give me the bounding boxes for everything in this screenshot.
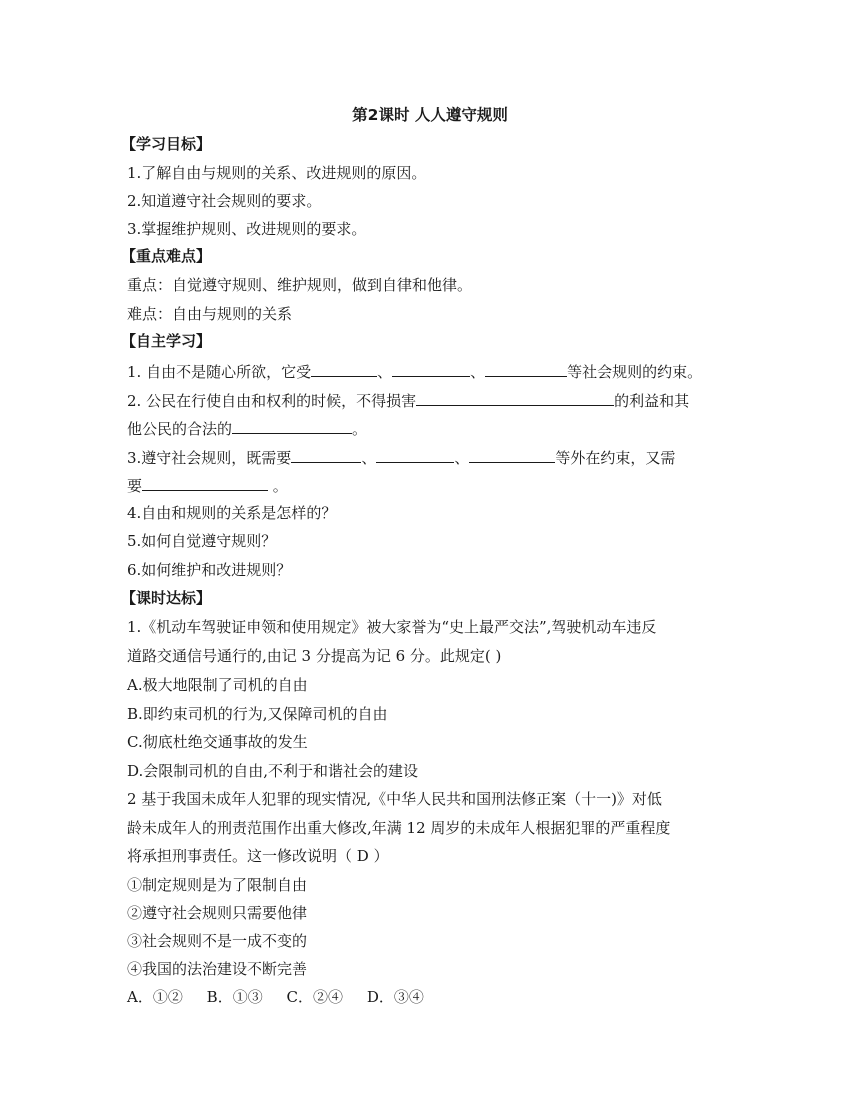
option-c: C.彻底杜绝交通事故的发生 xyxy=(127,733,308,751)
practice-question-2-cont: 龄未成年人的刑责范围作出重大修改,年满 12 周岁的未成年人根据犯罪的严重程度 xyxy=(127,819,671,837)
answer-blank[interactable] xyxy=(469,446,555,463)
section-heading-goals: 【学习目标】 xyxy=(121,135,212,153)
option-d: D.会限制司机的自由,不利于和谐社会的建设 xyxy=(127,762,419,780)
self-study-question-2 xyxy=(127,389,689,411)
answer-blank[interactable] xyxy=(142,474,268,491)
answer-blank[interactable] xyxy=(311,360,377,377)
question-text: 3.遵守社会规则，既需要 xyxy=(127,449,292,467)
answer-blank[interactable] xyxy=(485,360,567,377)
option-a: A.极大地限制了司机的自由 xyxy=(127,676,308,694)
practice-question-2-cont: 将承担刑事责任。这一修改说明（ D ） xyxy=(127,847,389,865)
statement: ④我国的法治建设不断完善 xyxy=(127,960,308,978)
key-point-item: 难点：自由与规则的关系 xyxy=(127,305,293,323)
question-text: 。 xyxy=(268,477,288,495)
answer-blank[interactable] xyxy=(416,389,614,406)
option-b: B.即约束司机的行为,又保障司机的自由 xyxy=(127,705,388,723)
goal-item: 1.了解自由与规则的关系、改进规则的原因。 xyxy=(127,164,427,182)
self-study-question-1 xyxy=(127,360,702,382)
self-study-question-3-cont xyxy=(127,474,288,496)
question-text: 他公民的合法的 xyxy=(127,420,233,438)
separator: 、 xyxy=(454,449,470,467)
question-text: 要 xyxy=(127,477,143,495)
question-text: 等社会规则的约束。 xyxy=(567,363,703,381)
separator: 、 xyxy=(470,363,486,381)
answer-blank[interactable] xyxy=(392,360,470,377)
practice-question-2: 2 基于我国未成年人犯罪的现实情况,《中华人民共和国刑法修正案（十一)》对低 xyxy=(127,790,662,808)
statement: ③社会规则不是一成不变的 xyxy=(127,932,308,950)
answer-choices: A．①② B．①③ C．②④ D．③④ xyxy=(127,988,424,1006)
question-text: 1. 自由不是随心所欲，它受 xyxy=(127,363,312,381)
self-study-question-4: 4.自由和规则的关系是怎样的？ xyxy=(127,504,337,522)
section-heading-practice: 【课时达标】 xyxy=(121,589,212,607)
self-study-question-5: 5.如何自觉遵守规则？ xyxy=(127,532,277,550)
key-point-item: 重点：自觉遵守规则、维护规则，做到自律和他律。 xyxy=(127,276,473,294)
question-text: 。 xyxy=(352,420,368,438)
statement: ①制定规则是为了限制自由 xyxy=(127,876,308,894)
practice-question-1: 1.《机动车驾驶证申领和使用规定》被大家誉为“史上最严交法”,驾驶机动车违反 xyxy=(127,618,657,636)
self-study-question-2-cont xyxy=(127,417,367,439)
separator: 、 xyxy=(377,363,393,381)
practice-question-1-cont: 道路交通信号通行的,由记 3 分提高为记 6 分。此规定( ) xyxy=(127,647,502,665)
question-text: 等外在约束，又需 xyxy=(555,449,676,467)
self-study-question-6: 6.如何维护和改进规则？ xyxy=(127,561,292,579)
separator: 、 xyxy=(361,449,377,467)
question-text: 的利益和其 xyxy=(614,392,690,410)
page-title: 第2课时 人人遵守规则 xyxy=(352,106,508,124)
answer-blank[interactable] xyxy=(291,446,361,463)
goal-item: 2.知道遵守社会规则的要求。 xyxy=(127,192,322,210)
self-study-question-3 xyxy=(127,446,675,468)
section-heading-self-study: 【自主学习】 xyxy=(121,332,212,350)
question-text: 2. 公民在行使自由和权利的时候，不得损害 xyxy=(127,392,417,410)
goal-item: 3.掌握维护规则、改进规则的要求。 xyxy=(127,220,367,238)
statement: ②遵守社会规则只需要他律 xyxy=(127,904,308,922)
answer-blank[interactable] xyxy=(232,417,352,434)
section-heading-key-points: 【重点难点】 xyxy=(121,247,212,265)
answer-blank[interactable] xyxy=(376,446,454,463)
